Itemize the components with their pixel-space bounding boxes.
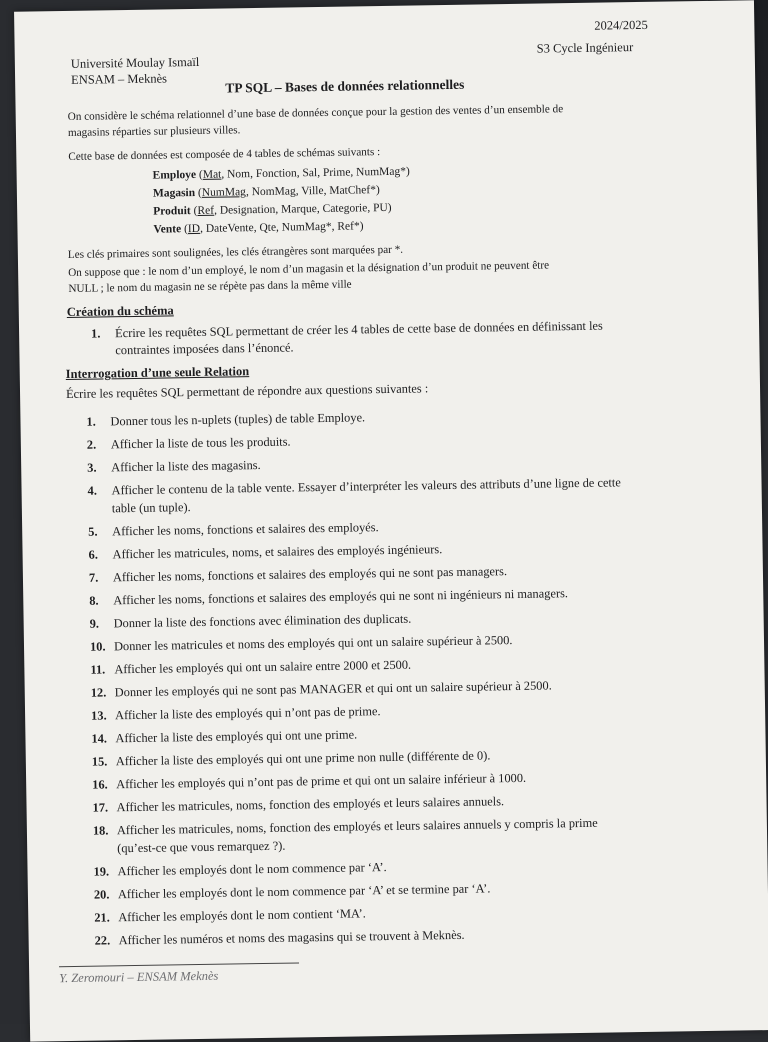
suppose-line: On suppose que : le nom d’un employé, le nom d’un magasin et la désignation d’un produit ne peuvent être	[68, 259, 550, 279]
question-text-continued: table (un tuple).	[111, 500, 191, 516]
class-level: S3 Cycle Ingénieur	[536, 40, 634, 56]
question-item	[92, 794, 504, 815]
question-item	[93, 860, 386, 880]
question-text: Afficher les employés qui n’ont pas de prime et qui ont un salaire inférieur à 1000.	[116, 770, 527, 792]
question-item	[90, 612, 412, 632]
question-number: 1.	[86, 414, 96, 429]
schema-produit	[153, 202, 392, 218]
academic-year: 2024/2025	[594, 17, 648, 33]
intro-line: magasins réparties sur plusieurs villes.	[67, 124, 241, 139]
question-item	[91, 704, 381, 724]
creation-item-continued: contraintes imposées dans l’énoncé.	[115, 340, 294, 358]
question-text: Donner les employés qui ne sont pas MANAGER et qui ont un salaire supérieur à 2500.	[114, 678, 552, 700]
question-text: Donner tous les n-uplets (tuples) de table Employe.	[110, 410, 366, 429]
item-text: Écrire les requêtes SQL permettant de créer les 4 tables de cette base de données en définissant les	[114, 318, 603, 341]
question-text: Afficher les numéros et noms des magasins qui se trouvent à Meknès.	[118, 927, 465, 948]
section-heading-creation: Création du schéma	[66, 303, 174, 320]
question-number: 4.	[87, 483, 97, 498]
question-item	[94, 881, 491, 902]
question-item	[92, 748, 491, 769]
question-text: Afficher les matricules, noms, fonction des employés et leurs salaires annuels.	[116, 794, 505, 815]
question-item	[88, 542, 442, 563]
question-text: Afficher les noms, fonctions et salaires des employés qui ne sont ni ingénieurs ni managers.	[113, 586, 569, 608]
question-number: 20.	[93, 887, 110, 902]
question-item	[92, 771, 526, 793]
question-number: 18.	[92, 823, 109, 838]
question-text: Afficher les employés dont le nom contient ‘MA’.	[118, 906, 366, 925]
question-text: Afficher le contenu de la table vente. Essayer d’interpréter les valeurs des attributs d’une ligne de cette	[111, 475, 621, 498]
section-heading-interrogation: Interrogation d’une seule Relation	[65, 364, 250, 382]
question-number: 21.	[94, 910, 110, 925]
question-item	[91, 728, 357, 747]
schema-primary-key: ID	[187, 222, 201, 236]
question-item	[91, 678, 552, 700]
question-item	[86, 410, 365, 429]
question-item	[89, 564, 507, 586]
question-text: Donner la liste des fonctions avec élimination des duplicats.	[113, 611, 412, 631]
schema-attributes: , NomMag, Ville, MatChef*)	[245, 184, 380, 199]
schema-primary-key: Mat	[202, 168, 222, 181]
question-number: 17.	[92, 800, 109, 815]
question-item	[94, 906, 366, 925]
question-number: 14.	[91, 731, 108, 746]
footer-divider	[59, 962, 299, 967]
schema-primary-key: NumMag	[201, 186, 246, 199]
schema-attributes: , DateVente, Qte, NumMag*, Ref*)	[199, 220, 364, 235]
question-item	[95, 928, 465, 949]
item-number: 1.	[91, 326, 101, 341]
question-number: 10.	[89, 639, 106, 654]
question-text: Afficher les noms, fonctions et salaires des employés.	[112, 520, 379, 539]
question-number: 11.	[90, 662, 106, 677]
question-text: Afficher la liste des employés qui n’ont pas de prime.	[114, 704, 381, 723]
question-text: Afficher les matricules, noms, et salaires des employés ingénieurs.	[112, 542, 443, 562]
schema-employe	[153, 166, 410, 182]
question-text: Afficher la liste des magasins.	[111, 457, 261, 475]
question-item	[89, 586, 568, 609]
school-name: ENSAM – Meknès	[71, 71, 168, 87]
schema-attributes: , Nom, Fonction, Sal, Prime, NumMag*)	[221, 165, 410, 181]
question-number: 12.	[90, 685, 107, 700]
schema-magasin	[153, 184, 380, 200]
schema-table-name: Vente	[153, 223, 182, 236]
question-text: Afficher la liste des employés qui ont une prime non nulle (différente de 0).	[115, 748, 491, 769]
schema-attributes: , Designation, Marque, Categorie, PU)	[213, 201, 392, 217]
question-item	[87, 458, 261, 476]
schema-paren: (	[181, 223, 188, 236]
question-number: 5.	[88, 524, 98, 539]
interrogation-intro: Écrire les requêtes SQL permettant de répondre aux questions suivantes :	[65, 381, 429, 402]
question-text: Afficher la liste des employés qui ont une prime.	[115, 727, 358, 746]
footer-author: Y. Zeromouri – ENSAM Meknès	[59, 968, 219, 986]
schema-vente	[153, 220, 363, 235]
intro-line: Cette base de données est composée de 4 tables de schémas suivants :	[68, 146, 381, 163]
page-title: TP SQL – Bases de données relationnelles	[225, 76, 465, 96]
question-number: 22.	[94, 933, 111, 948]
schema-primary-key: Ref	[197, 204, 215, 217]
question-text: Afficher les matricules, noms, fonction des employés et leurs salaires annuels y compris la prime	[116, 815, 598, 838]
question-text: Afficher les employés qui ont un salaire entre 2000 et 2500.	[114, 657, 412, 677]
question-text: Afficher les noms, fonctions et salaires des employés qui ne sont pas managers.	[112, 564, 508, 585]
question-item	[87, 475, 620, 498]
question-item	[93, 816, 598, 839]
schema-paren: (	[195, 168, 203, 181]
question-number: 3.	[87, 460, 97, 475]
schema-table-name: Magasin	[152, 186, 196, 200]
question-item	[90, 658, 411, 678]
question-text: Donner les matricules et noms des employés qui ont un salaire supérieur à 2500.	[113, 633, 513, 654]
schema-table-name: Produit	[153, 205, 191, 218]
question-item	[87, 435, 291, 453]
question-number: 19.	[93, 864, 110, 879]
question-text: Afficher la liste de tous les produits.	[110, 434, 291, 452]
question-number: 13.	[91, 708, 107, 723]
question-number: 2.	[86, 437, 97, 452]
question-text: Afficher les employés dont le nom commence par ‘A’.	[117, 860, 387, 879]
question-number: 16.	[92, 777, 108, 792]
creation-item	[91, 319, 603, 342]
question-number: 9.	[89, 616, 100, 631]
question-number: 6.	[88, 547, 98, 562]
document-page	[14, 0, 768, 1041]
question-text-continued: (qu’est-ce que vous remarquez ?).	[117, 838, 286, 856]
schema-paren: (	[194, 186, 202, 199]
schema-table-name: Employe	[152, 168, 197, 182]
question-item	[90, 633, 513, 655]
intro-line: On considère le schéma relationnel d’une base de données conçue pour la gestion des ventes d’un ensemble de	[67, 103, 564, 123]
university-name: Université Moulay Ismaïl	[70, 54, 200, 71]
suppose-line: NULL ; le nom du magasin ne se répète pas dans la même ville	[68, 278, 352, 295]
question-item	[88, 520, 379, 540]
question-number: 15.	[91, 754, 108, 769]
question-text: Afficher les employés dont le nom commence par ‘A’ et se termine par ‘A’.	[117, 881, 491, 902]
keys-note: Les clés primaires sont soulignées, les clés étrangères sont marquées par *.	[67, 243, 404, 261]
schema-paren: (	[190, 204, 198, 218]
question-number: 7.	[88, 570, 99, 585]
question-number: 8.	[89, 593, 99, 608]
